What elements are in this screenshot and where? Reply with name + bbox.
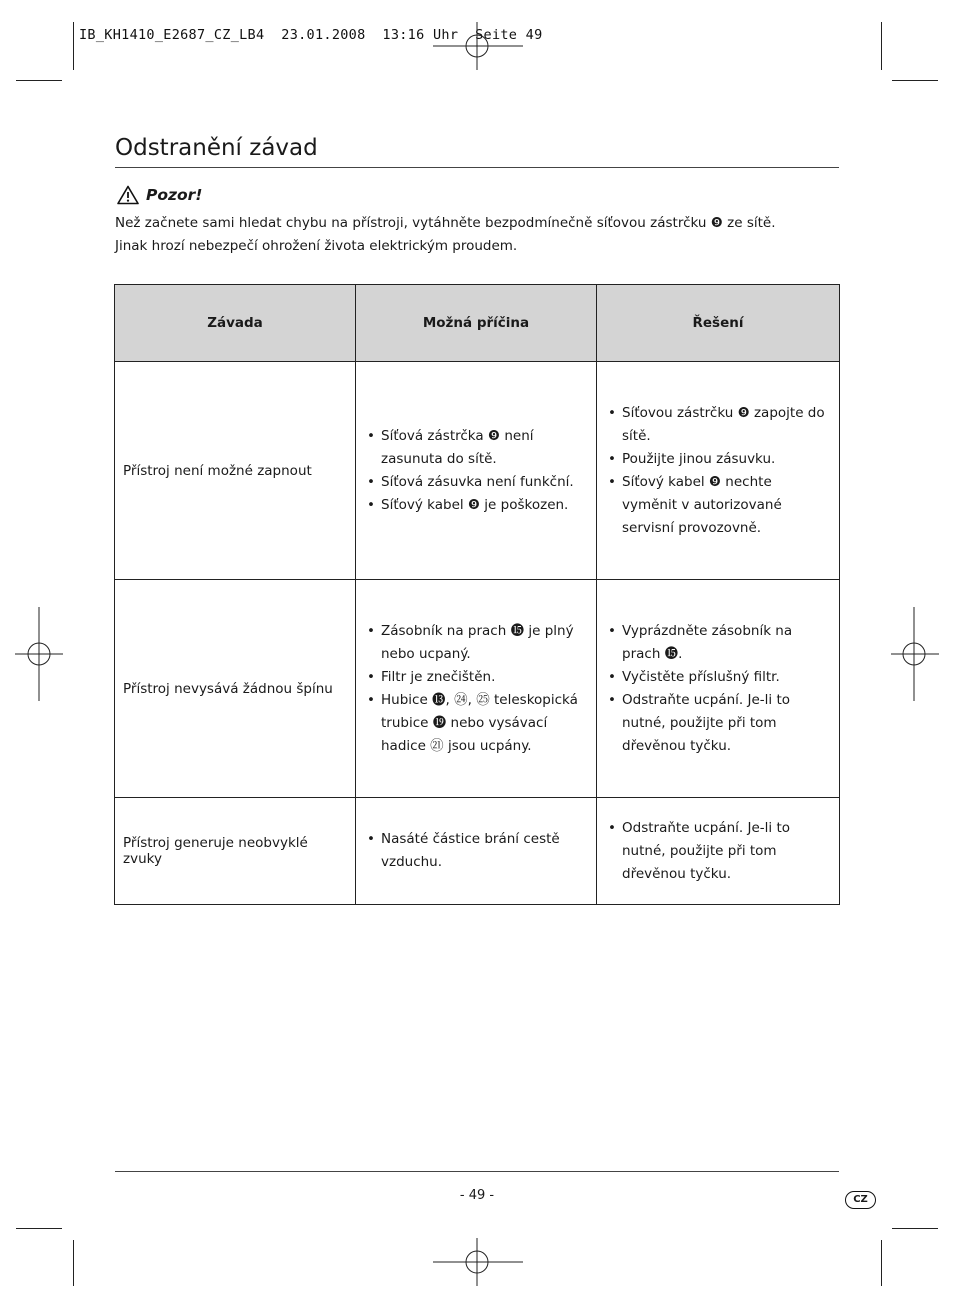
list-item: • Vyprázdněte zásobník na prach ⓯. [608,620,828,666]
registration-mark-icon [433,20,523,72]
list-item: • Síťový kabel ❾ je poškozen. [367,494,585,517]
cause-cell [356,580,597,798]
table-row [115,798,840,905]
page-title: Odstranění závad [115,135,318,161]
table-row [115,362,840,580]
list-item: • Síťová zástrčka ❾ není zasunuta do sítě. [367,425,585,471]
list-item: • Síťový kabel ❾ nechte vyměnit v autorizované servisní provozovně. [608,471,828,540]
list-item: • Použijte jinou zásuvku. [608,448,828,471]
list-item: • Zásobník na prach ⓯ je plný nebo ucpaný. [367,620,585,666]
column-header-fault: Závada [115,285,356,362]
crop-mark [16,1228,62,1229]
registration-mark-icon [15,607,65,701]
list-item: • Odstraňte ucpání. Je-li to nutné, použijte při tom dřevěnou tyčku. [608,689,828,758]
crop-mark [892,1228,938,1229]
fault-cell: Přístroj není možné zapnout [115,362,356,580]
list-item: • Síťová zásuvka není funkční. [367,471,585,494]
warning-heading [117,185,202,205]
crop-mark [16,80,62,81]
warning-line: Jinak hrozí nebezpečí ohrožení života elektrickým proudem. [115,238,518,254]
crop-mark [892,80,938,81]
solution-cell [597,362,840,580]
language-badge: CZ [845,1191,876,1209]
list-item: • Vyčistěte příslušný filtr. [608,666,828,689]
fault-cell: Přístroj generuje neobvyklé zvuky [115,798,356,905]
list-item: • Síťovou zástrčku ❾ zapojte do sítě. [608,402,828,448]
fault-cell: Přístroj nevysává žádnou špínu [115,580,356,798]
list-item: • Nasáté částice brání cestě vzduchu. [367,828,585,874]
solution-cell [597,580,840,798]
footer-divider [115,1171,839,1172]
table-row [115,580,840,798]
registration-mark-icon [433,1238,523,1288]
table-header-row [115,285,840,362]
print-slug: IB_KH1410_E2687_CZ_LB4 23.01.2008 13:16 Uhr Seite 49 [79,27,543,43]
list-item: • Hubice ⓭, ㉔, ㉕ teleskopická trubice ⓳ nebo vysávací hadice ㉑ jsou ucpány. [367,689,585,758]
warning-label: Pozor! [146,186,203,204]
list-item: • Filtr je znečištěn. [367,666,585,689]
warning-triangle-icon [117,185,139,205]
cause-cell [356,798,597,905]
column-header-solution: Řešení [597,285,840,362]
title-divider [115,167,839,168]
crop-mark [73,22,74,70]
column-header-cause: Možná příčina [356,285,597,362]
crop-mark [881,22,882,70]
warning-text [115,212,839,258]
crop-mark [73,1240,74,1286]
list-item: • Odstraňte ucpání. Je-li to nutné, použijte při tom dřevěnou tyčku. [608,817,828,886]
warning-line: Než začnete sami hledat chybu na přístroji, vytáhněte bezpodmínečně síťovou zástrčku ❾ ze sítě. [115,215,776,231]
cause-cell [356,362,597,580]
registration-mark-icon [889,607,939,701]
page-number: - 49 - [459,1188,495,1203]
solution-cell [597,798,840,905]
crop-mark [881,1240,882,1286]
troubleshooting-table [114,284,840,905]
